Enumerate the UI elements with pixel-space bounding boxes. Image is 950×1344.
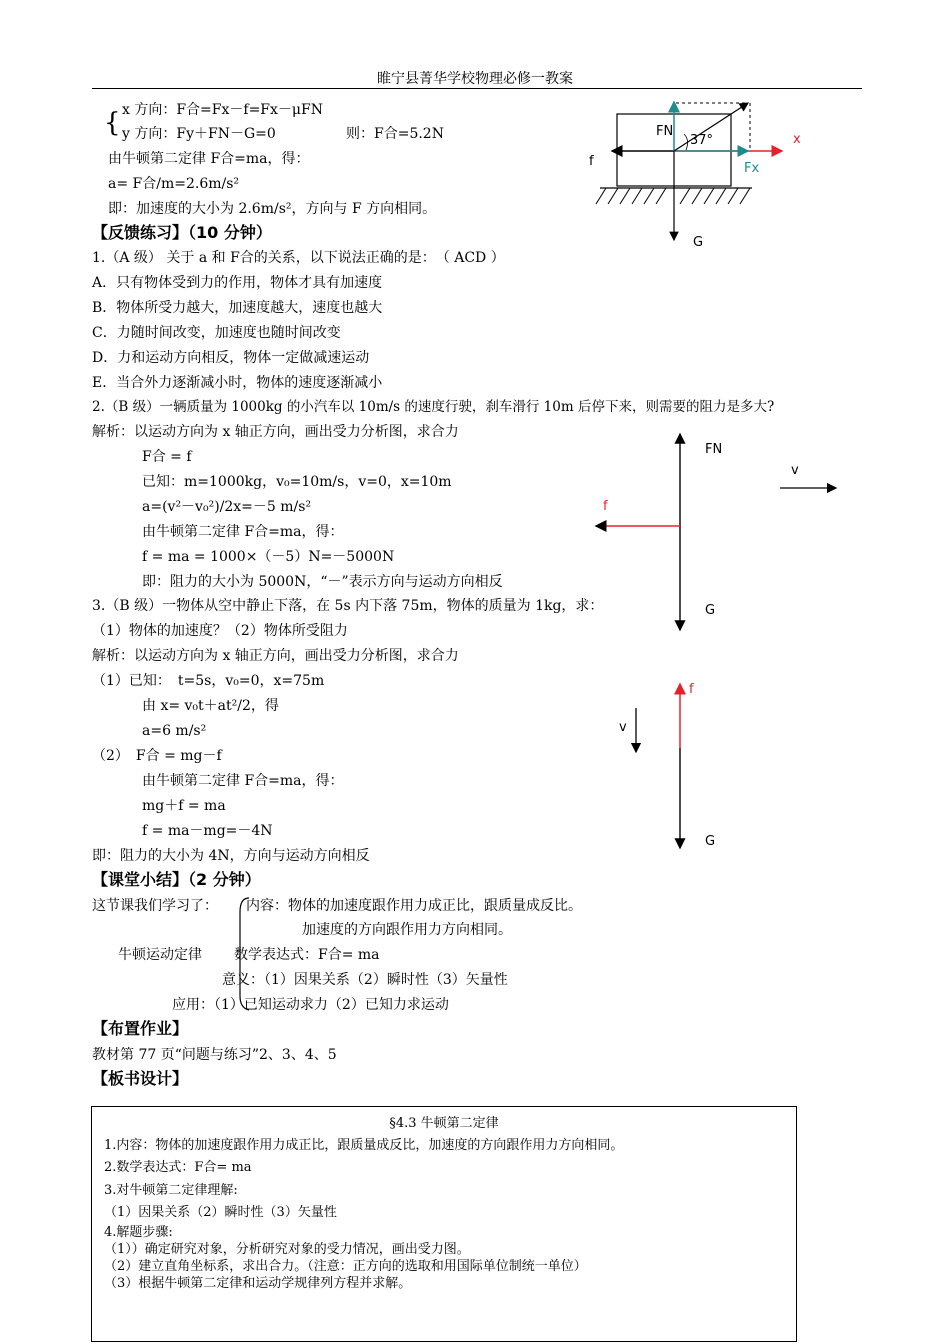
x-direction-equation: x 方向：F合=Fx－f=Fx－μFN	[122, 102, 323, 118]
summary-intro: 这节课我们学习了：	[92, 898, 218, 914]
d3-f-label: f	[689, 682, 694, 697]
board-line-3: 3.对牛顿第二定律理解:	[104, 1183, 238, 1198]
f-label-1: f	[589, 154, 594, 169]
d2-g-label: G	[705, 603, 716, 618]
q1-option-b: B．物体所受力越大，加速度越大，速度也越大	[92, 300, 383, 316]
q2-line-1: F合 = f	[142, 449, 192, 465]
q1-option-d: D．力和运动方向相反，物体一定做减速运动	[92, 350, 370, 366]
q1-option-c: C．力随时间改变，加速度也随时间改变	[92, 325, 341, 341]
ground-hatching	[596, 188, 750, 204]
q2-line-2: 已知：m=1000kg，v₀=10m/s，v=0，x=10m	[142, 474, 452, 490]
q1-option-e: E．当合外力逐渐减小时，物体的速度逐渐减小	[92, 375, 383, 391]
acceleration-formula: a= F合/m=2.6m/s²	[108, 176, 240, 192]
q2-line-4: 由牛顿第二定律 F合=ma，得：	[142, 524, 344, 540]
q3-line-4: （2） F合 = mg－f	[92, 748, 222, 764]
board-box-title: §4.3 牛顿第二定律	[389, 1116, 499, 1131]
board-line-4: （1）因果关系（2）瞬时性（3）矢量性	[104, 1205, 337, 1220]
angle-label: 37°	[690, 133, 714, 148]
intro-conclusion: 即：加速度的大小为 2.6m/s²，方向与 F 方向相同。	[108, 201, 437, 217]
summary-content-1: 内容：物体的加速度跟作用力成正比，跟质量成反比。	[246, 898, 582, 914]
board-line-1: 1.内容：物体的加速度跟作用力成正比，跟质量成反比，加速度的方向跟作用力方向相同。	[104, 1138, 624, 1153]
d3-v-label: v	[619, 720, 627, 735]
summary-apply: 应用：（1）已知运动求力（2）已知力求运动	[172, 997, 449, 1013]
q2-line-3: a=(v²－v₀²)/2x=－5 m/s²	[142, 499, 312, 515]
fx-label: Fx	[744, 161, 760, 176]
d2-v-label: v	[791, 463, 799, 478]
summary-law: 牛顿运动定律	[118, 947, 202, 963]
fn-label-1: FN	[656, 124, 674, 139]
summary-math: 数学表达式：F合= ma	[234, 947, 380, 963]
board-line-2: 2.数学表达式：F合= ma	[104, 1160, 252, 1175]
q3-sub: （1）物体的加速度？（2）物体所受阻力	[92, 623, 348, 639]
d3-g-label: G	[705, 834, 716, 849]
summary-content-2: 加速度的方向跟作用力方向相同。	[302, 922, 512, 938]
q2-analysis: 解析：以运动方向为 x 轴正方向，画出受力分析图，求合力	[92, 424, 459, 440]
summary-heading: 【课堂小结】（2 分钟）	[92, 870, 261, 889]
d2-fn-label: FN	[705, 442, 723, 457]
q3-line-2: 由 x= v₀t＋at²/2，得	[142, 698, 279, 714]
board-line-6: （1））确定研究对象，分析研究对象的受力情况，画出受力图。	[104, 1242, 470, 1257]
q3-line-8: 即：阻力的大小为 4N，方向与运动方向相反	[92, 848, 370, 864]
board-heading: 【板书设计】	[92, 1069, 189, 1088]
feedback-heading: 【反馈练习】（10 分钟）	[92, 223, 272, 242]
q3-line-7: f = ma－mg=－4N	[142, 823, 273, 839]
board-line-7: （2）建立直角坐标系，求出合力。（注意：正方向的选取和用国际单位制统一单位）	[104, 1259, 587, 1274]
q3-analysis: 解析：以运动方向为 x 轴正方向，画出受力分析图，求合力	[92, 648, 459, 664]
q2-line-5: f = ma = 1000×（－5）N=－5000N	[142, 549, 395, 565]
net-force-result: 则：F合=5.2N	[346, 126, 444, 142]
q2-line-6: 即：阻力的大小为 5000N，“－”表示方向与运动方向相反	[142, 574, 503, 590]
q1-option-a: A．只有物体受到力的作用，物体才具有加速度	[92, 275, 383, 291]
d2-f-label: f	[603, 499, 608, 514]
q2-stem: 2.（B 级）一辆质量为 1000kg 的小汽车以 10m/s 的速度行驶，刹车滑行 10m 后停下来，则需要的阻力是多大?	[92, 399, 775, 415]
page-header: 睢宁县菁华学校物理必修一教案	[377, 71, 573, 87]
board-line-8: （3）根据牛顿第二定律和运动学规律列方程并求解。	[104, 1276, 412, 1291]
homework-heading: 【布置作业】	[92, 1019, 189, 1038]
brace-glyph: {	[104, 108, 121, 138]
y-direction-equation: y 方向：Fy＋FN－G=0	[122, 126, 276, 142]
q3-line-6: mg＋f = ma	[142, 798, 226, 814]
homework-text: 教材第 77 页“问题与练习”2、3、4、5	[92, 1047, 337, 1063]
q3-line-1: （1）已知： t=5s，v₀=0，x=75m	[92, 673, 325, 689]
x-axis-label: x	[793, 132, 801, 147]
q3-line-5: 由牛顿第二定律 F合=ma，得：	[142, 773, 344, 789]
board-design-box	[91, 1106, 797, 1342]
board-line-5: 4.解题步骤:	[104, 1225, 173, 1240]
q3-line-3: a=6 m/s²	[142, 723, 207, 739]
newton-law-line: 由牛顿第二定律 F合=ma，得：	[108, 151, 310, 167]
g-label-1: G	[693, 235, 704, 250]
q1-stem: 1.（A 级） 关于 a 和 F合的关系，以下说法正确的是： （ ACD ）	[92, 250, 505, 266]
q3-stem: 3.（B 级）一物体从空中静止下落，在 5s 内下落 75m，物体的质量为 1kg，求：	[92, 598, 604, 614]
summary-meaning: 意义：（1）因果关系（2）瞬时性（3）矢量性	[222, 972, 508, 988]
